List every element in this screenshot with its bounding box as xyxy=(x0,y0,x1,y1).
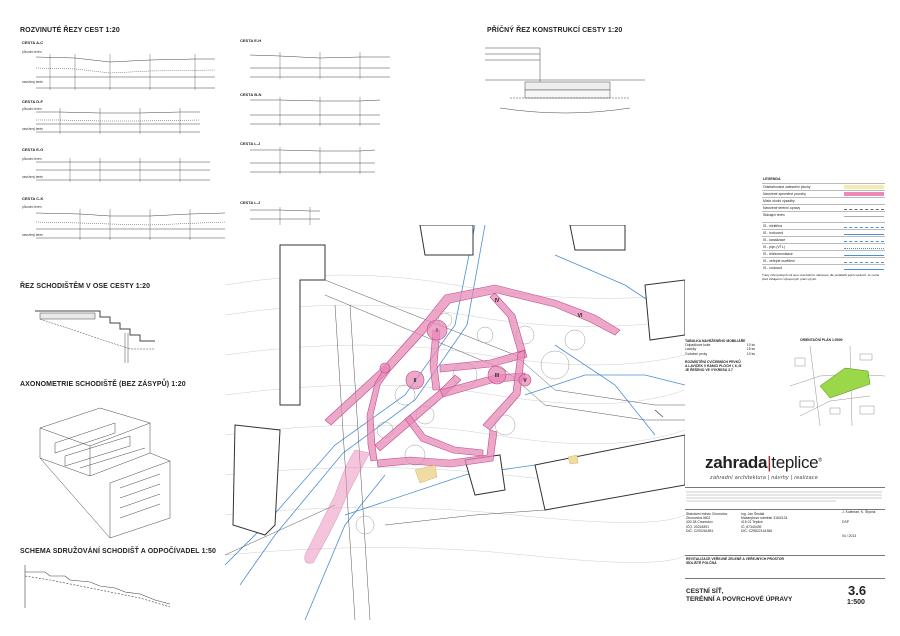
zone-label: III xyxy=(494,373,500,379)
stage: DSP xyxy=(842,520,849,525)
row-label-orig: původní terén xyxy=(22,157,42,161)
legend-row: IS - veřejné osvětlení xyxy=(762,257,885,264)
scheme-drawing xyxy=(20,560,180,610)
legend-swatch xyxy=(844,267,884,270)
orientation-plan xyxy=(790,346,885,426)
path-label-bn: CESTA B-N xyxy=(240,92,262,97)
stair-section-drawing xyxy=(30,293,180,373)
legend-row: IS - kanalizace xyxy=(762,236,885,243)
legend-swatch xyxy=(844,207,884,210)
drawing-scale: 1:500 xyxy=(847,599,865,606)
axonometry-heading: AXONOMETRIE SCHODIŠTĚ (BEZ ZÁSYPŮ) 1:20 xyxy=(20,381,186,388)
legend-row: IS - horkovod xyxy=(762,229,885,236)
investor-block: Statutární město Chomutov Zborovská 4602 430 28 Chomutov IČO: 00261891 DIČ: CZ00261891 xyxy=(686,512,728,533)
row-label-orig: původní terén xyxy=(22,50,42,54)
zone-label: V xyxy=(523,378,527,384)
legend-row: Místo okolní výsadby xyxy=(762,197,885,204)
legend-swatch xyxy=(844,214,884,217)
legend-row: IS - telekomunikace xyxy=(762,250,885,257)
drawing-title: CESTNÍ SÍŤ, TERÉNNÍ A POVRCHOVÉ ÚPRAVY xyxy=(686,588,793,603)
path-label-lj: CESTA L-J xyxy=(240,141,261,146)
cross-section-heading: PŘÍČNÝ ŘEZ KONSTRUKCÍ CESTY 1:20 xyxy=(487,27,623,34)
project-name: REVITALIZACE VEŘEJNÉ ZELENĚ A VEŘEJNÝCH PROSTOR SÍDLIŠTĚ POLČNÁ xyxy=(686,557,784,566)
legend-swatch xyxy=(844,199,884,203)
legend-swatch xyxy=(844,225,884,228)
site-plan xyxy=(225,225,685,620)
row-label-new: navržený terén xyxy=(22,127,44,131)
furniture-table: TABULKA NAVRŽENÉHO MOBILIÁŘE Odpadkové koše 10 ks Lavičky 15 ks Cvičební prvky 10 ks ROZMÍSTĚNÍ CVIČEBNÍCH PRVKŮ A LAVIČEK V RÁMCI PLOCH I, II, III JE ŘEŠENO VE VÝKRESU 3.7 xyxy=(685,339,755,373)
legend-note: Trasy inženýrských sítí jsou orientačním zákresem dle podkladů jejich správců. Je nutné před zahájením výkopových prací vytyčit. xyxy=(762,273,880,281)
legend-row: Navržené terénní úpravy xyxy=(762,204,885,211)
row-label-orig: původní terén xyxy=(22,107,42,111)
zone-label: I xyxy=(436,328,438,334)
legend-row: IS - plyn (VTL) xyxy=(762,243,885,250)
company-logo: zahrada|teplice® xyxy=(705,453,822,472)
legend-swatch xyxy=(844,239,884,242)
row-label-orig: původní terén xyxy=(22,205,42,209)
legend xyxy=(762,175,885,300)
date: 04 / 2013 xyxy=(842,534,857,539)
axonometry-drawing xyxy=(20,398,220,543)
path-label-df: CESTA D-F xyxy=(22,99,43,104)
designer-block: Ing. Jan Šesták Masarykovo náměstí 3163/124 415 01 Teplice IČ: 87340439 DIČ: CZ9822144356 xyxy=(741,512,788,533)
path-label-ck: CESTA C-K xyxy=(22,196,44,201)
path-label-ac: CESTA A-C xyxy=(22,40,44,45)
legend-swatch xyxy=(844,246,884,249)
path-label-eg: CESTA E-G xyxy=(22,147,44,152)
legend-swatch xyxy=(844,253,884,256)
legend-swatch xyxy=(844,192,884,196)
legend-swatch xyxy=(844,232,884,235)
path-label-eh: CESTA E-H xyxy=(240,38,262,43)
zone-label: II xyxy=(413,378,417,384)
authors: J. Koleman, K. Štycha xyxy=(842,510,876,514)
sections-heading: ROZVINUTÉ ŘEZY CEST 1:20 xyxy=(20,27,120,34)
legend-row: IS - elektřina xyxy=(762,222,885,229)
legend-swatch xyxy=(844,185,884,189)
legend-row: IS - vodovod xyxy=(762,264,885,271)
legend-row: Odstraňované zálesnění plochy xyxy=(762,183,885,190)
stair-section-heading: ŘEZ SCHODIŠTĚM V OSE CESTY 1:20 xyxy=(20,283,151,290)
legend-swatch xyxy=(844,260,884,263)
furniture-title: TABULKA NAVRŽENÉHO MOBILIÁŘE xyxy=(685,339,746,343)
zone-label: VI xyxy=(577,313,583,319)
path-label-lj-2: CESTA L-J xyxy=(240,200,261,205)
zone-label: IV xyxy=(494,298,500,304)
company-slogan: zahradní architektura | návrhy | realizace xyxy=(710,475,819,481)
fine-print xyxy=(686,490,884,505)
meta-block xyxy=(842,510,875,539)
legend-row: Navržené zpevněné povrchy xyxy=(762,190,885,197)
row-label-new: navržený terén xyxy=(22,233,44,237)
drawing-number: 3.6 xyxy=(848,583,867,598)
row-label-new: navržený terén xyxy=(22,80,44,84)
legend-title: LEGENDA xyxy=(763,177,781,181)
row-label-new: navržený terén xyxy=(22,175,44,179)
orientation-plan-title: ORIENTAČNÍ PLÁN 1:5000 xyxy=(800,338,843,342)
scheme-heading: SCHEMA SDRUŽOVÁNÍ SCHODIŠŤ A ODPOČÍVADEL 1:50 xyxy=(20,548,216,555)
legend-row: Stávající terén xyxy=(762,211,885,218)
cross-section-drawing xyxy=(480,38,650,128)
